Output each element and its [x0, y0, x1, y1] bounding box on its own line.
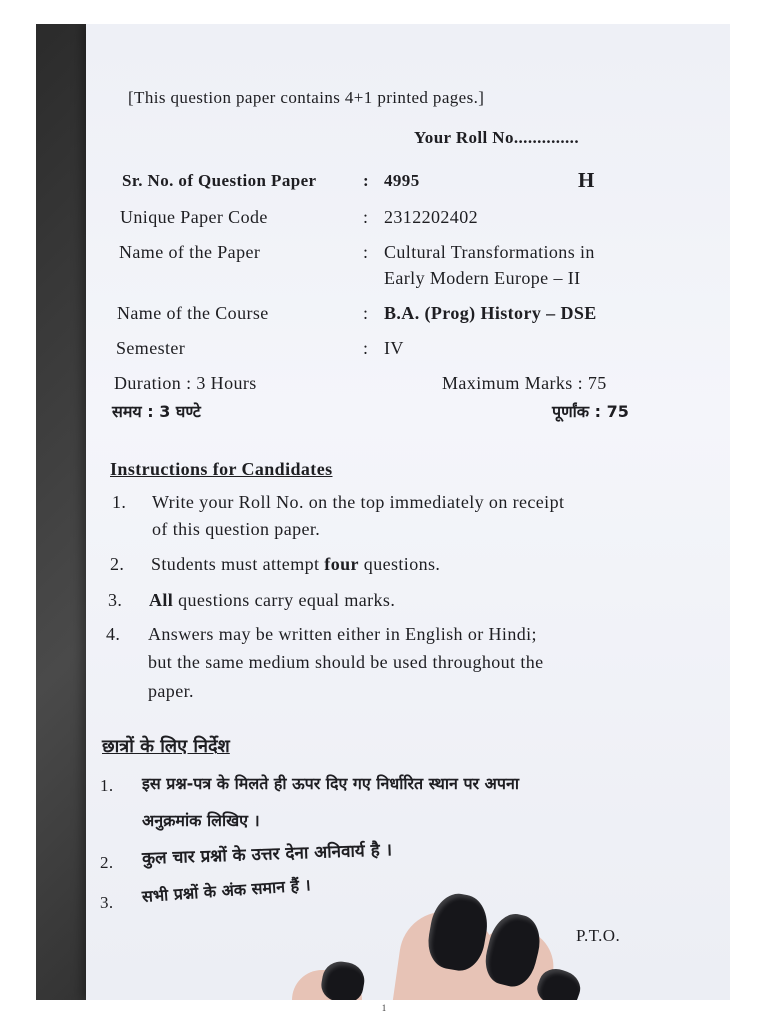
question-paper	[86, 24, 730, 1000]
instruction-2-post: questions.	[358, 554, 441, 574]
nail	[319, 959, 367, 1000]
sr-no-value: 4995	[384, 171, 420, 190]
instruction-4-line3: paper.	[148, 681, 194, 701]
instruction-2-bold: four	[324, 554, 359, 574]
hand-holding-paper	[282, 884, 582, 1000]
course-value: B.A. (Prog) History – DSE	[384, 303, 597, 323]
course-label: Name of the Course	[117, 303, 269, 323]
hindi-instruction-3: सभी प्रश्नों के अंक समान हैं ।	[141, 875, 312, 906]
paper-code-value: 2312202402	[384, 207, 478, 227]
paper-name-line2: Early Modern Europe – II	[384, 268, 581, 288]
max-marks: Maximum Marks : 75	[442, 373, 607, 393]
instruction-4-line1: Answers may be written either in English or Hindi;	[148, 624, 537, 644]
instruction-2-pre: Students must attempt	[151, 554, 325, 574]
hindi-instruction-number: 3.	[100, 893, 114, 912]
instruction-3-post: questions carry equal marks.	[173, 590, 396, 610]
instruction-2	[151, 554, 440, 575]
paper-name-line1: Cultural Transformations in	[384, 242, 595, 262]
instruction-number: 1.	[112, 492, 127, 512]
instruction-number: 2.	[110, 554, 125, 574]
instruction-3-bold: All	[149, 590, 174, 610]
colon: :	[363, 207, 369, 227]
hindi-instruction-number: 1.	[100, 776, 114, 795]
document-photo	[36, 24, 730, 1000]
instruction-1-line2: of this question paper.	[152, 519, 321, 539]
instruction-1-line1: Write your Roll No. on the top immediately on receipt	[152, 492, 565, 512]
colon: :	[363, 338, 369, 358]
duration-hindi: समय : 3 घण्टे	[112, 402, 201, 421]
semester-label: Semester	[116, 338, 186, 358]
max-marks-hindi: पूर्णांक : 75	[552, 402, 629, 421]
set-letter: H	[578, 168, 595, 192]
semester-value: IV	[384, 338, 404, 358]
roll-no-field: Your Roll No..............	[414, 128, 579, 147]
hindi-instructions-heading: छात्रों के लिए निर्देश	[102, 736, 230, 757]
hindi-instruction-1-line1: इस प्रश्न-पत्र के मिलते ही ऊपर दिए गए निर्धारित स्थान पर अपना	[142, 774, 520, 793]
page-number: 1	[381, 1003, 387, 1013]
colon: :	[363, 171, 370, 190]
sr-no-label: Sr. No. of Question Paper	[122, 171, 317, 190]
colon: :	[363, 242, 369, 262]
paper-name-label: Name of the Paper	[119, 242, 261, 262]
colon: :	[363, 303, 369, 323]
instruction-number: 4.	[106, 624, 121, 644]
paper-code-label: Unique Paper Code	[120, 207, 268, 227]
instruction-3	[149, 590, 395, 611]
hindi-instruction-2: कुल चार प्रश्नों के उत्तर देना अनिवार्य है ।	[141, 840, 393, 869]
duration: Duration : 3 Hours	[114, 373, 257, 393]
instructions-heading: Instructions for Candidates	[110, 459, 333, 479]
hindi-instruction-1-line2: अनुक्रमांक लिखिए ।	[142, 811, 260, 830]
pto-label: P.T.O.	[576, 926, 621, 945]
hindi-instruction-number: 2.	[100, 853, 114, 872]
instruction-number: 3.	[108, 590, 123, 610]
page-count-note: [This question paper contains 4+1 printed pages.]	[128, 88, 485, 107]
instruction-4-line2: but the same medium should be used throughout the	[148, 652, 544, 672]
